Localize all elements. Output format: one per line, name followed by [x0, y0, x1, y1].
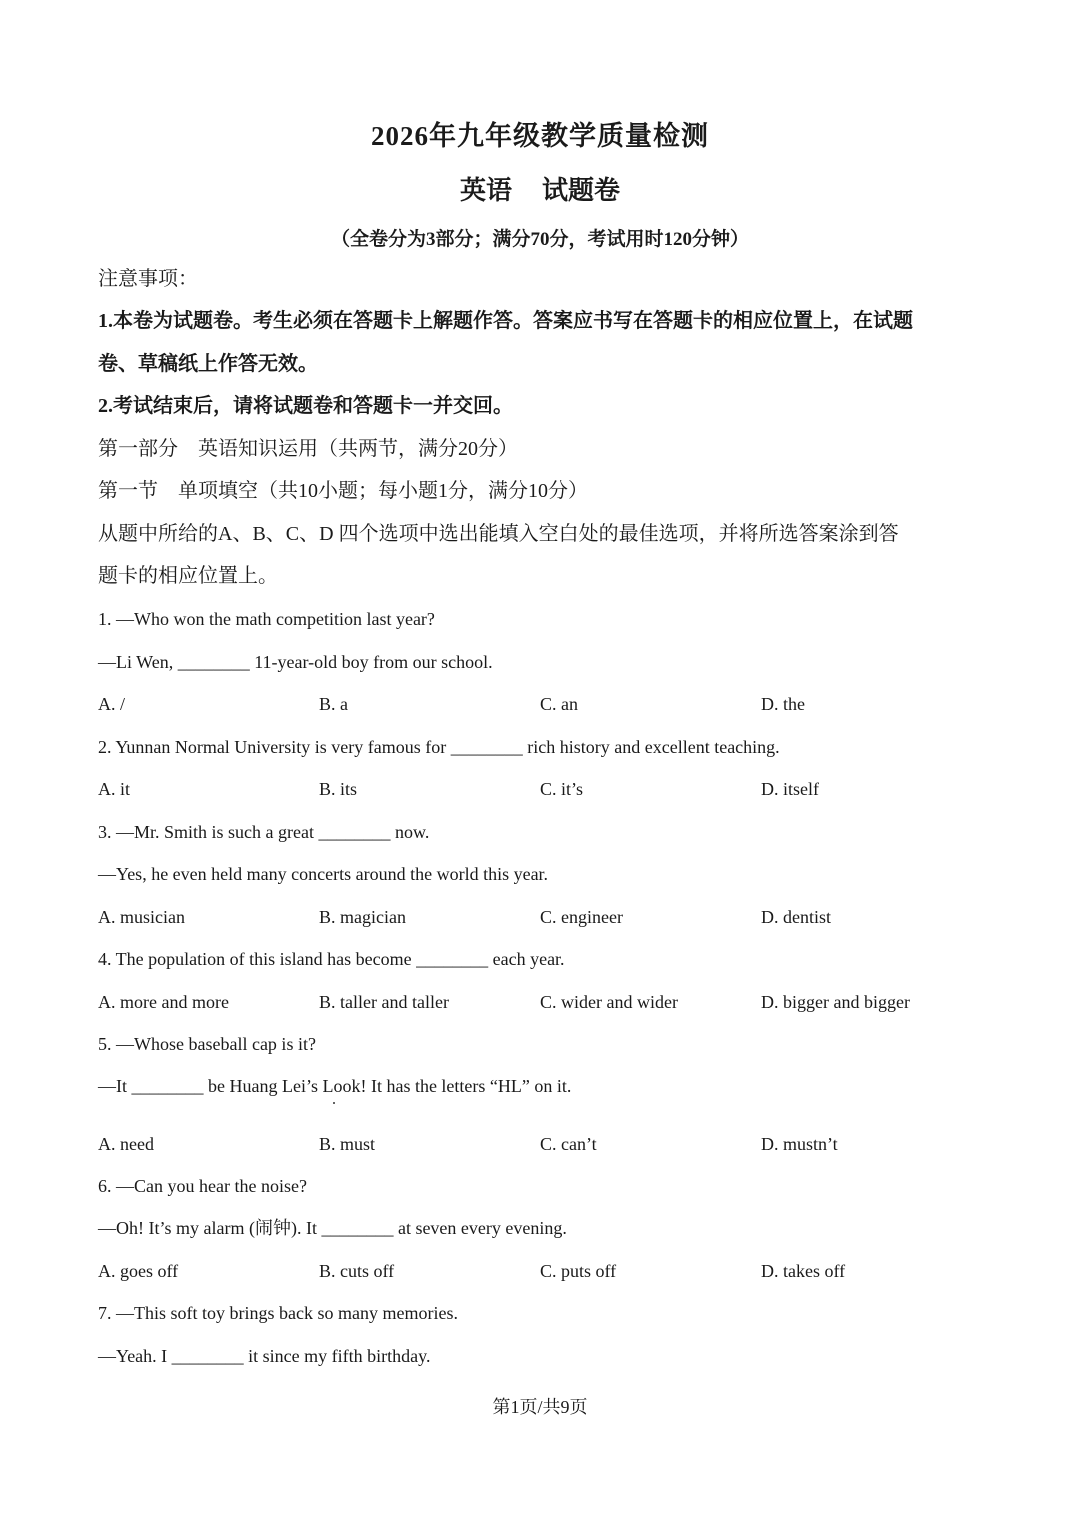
question-6-option-b: B. cuts off: [319, 1261, 395, 1281]
question-6-option-a: A. goes off: [98, 1261, 179, 1281]
exam-info: （全卷分为3部分；满分70分，考试用时120分钟）: [330, 229, 749, 250]
question-2-option-d: D. itself: [761, 779, 819, 799]
subsection-heading: 第一节 单项填空（共10小题；每小题1分，满分10分）: [98, 480, 588, 502]
question-4-option-d: D. bigger and bigger: [761, 992, 910, 1012]
question-6-stem: 6. —Can you hear the noise?: [98, 1176, 307, 1196]
question-4-option-a: A. more and more: [98, 992, 229, 1012]
part-heading: 第一部分 英语知识运用（共两节，满分20分）: [98, 438, 518, 460]
question-3-stem: 3. —Mr. Smith is such a great ________ now.: [98, 822, 430, 842]
question-4-option-b: B. taller and taller: [319, 992, 449, 1012]
question-5-option-b: B. must: [319, 1134, 376, 1154]
question-5-option-d: D. mustn’t: [761, 1134, 838, 1154]
question-1-option-a: A. /: [98, 694, 125, 714]
question-1-option-d: D. the: [761, 694, 805, 714]
question-5-option-a: A. need: [98, 1134, 154, 1154]
question-6-response: —Oh! It’s my alarm (闹钟). It ________ at seven every evening.: [98, 1218, 567, 1238]
question-1-option-c: C. an: [540, 694, 578, 714]
question-2-stem: 2. Yunnan Normal University is very famous for ________ rich history and excellent teaching.: [98, 737, 780, 757]
question-2-option-c: C. it’s: [540, 779, 584, 799]
question-7-stem: 7. —This soft toy brings back so many memories.: [98, 1303, 458, 1323]
question-4-option-c: C. wider and wider: [540, 992, 678, 1012]
question-1-stem: 1. —Who won the math competition last year?: [98, 609, 435, 629]
exam-title: 2026年九年级教学质量检测: [371, 121, 709, 151]
emphasis-dot: [333, 1102, 335, 1104]
question-6-option-c: C. puts off: [540, 1261, 617, 1281]
question-3-option-d: D. dentist: [761, 907, 831, 927]
question-3-option-b: B. magician: [319, 907, 406, 927]
question-3-option-c: C. engineer: [540, 907, 623, 927]
question-6-option-d: D. takes off: [761, 1261, 846, 1281]
question-7-response: —Yeah. I ________ it since my fifth birthday.: [98, 1346, 431, 1366]
question-3-response: —Yes, he even held many concerts around the world this year.: [98, 864, 549, 884]
question-4-stem: 4. The population of this island has become ________ each year.: [98, 949, 565, 969]
instruction-line-1: 从题中所给的A、B、C、D 四个选项中选出能填入空白处的最佳选项，并将所选答案涂到答: [98, 523, 899, 545]
question-5-response: —It ________ be Huang Lei’s Look! It has the letters “HL” on it.: [98, 1076, 572, 1096]
paper-type-label: 试题卷: [542, 176, 621, 205]
notes-heading: 注意事项：: [98, 268, 198, 290]
exam-subtitle: [0, 170, 1080, 207]
question-3-option-a: A. musician: [98, 907, 185, 927]
instruction-line-2: 题卡的相应位置上。: [98, 565, 278, 587]
note-1-line-2: 卷、草稿纸上作答无效。: [98, 353, 318, 375]
question-5-stem: 5. —Whose baseball cap is it?: [98, 1034, 316, 1054]
note-1-line-1: 1.本卷为试题卷。考生必须在答题卡上解题作答。答案应书写在答题卡的相应位置上，在试题: [98, 310, 913, 332]
page-indicator: 第1页/共9页: [492, 1397, 588, 1417]
question-5-option-c: C. can’t: [540, 1134, 597, 1154]
question-2-option-b: B. its: [319, 779, 358, 799]
question-1-response: —Li Wen, ________ 11-year-old boy from our school.: [98, 652, 493, 672]
subject-label: 英语: [459, 176, 512, 205]
note-2: 2.考试结束后，请将试题卷和答题卡一并交回。: [98, 395, 513, 417]
question-1-option-b: B. a: [319, 694, 348, 714]
question-2-option-a: A. it: [98, 779, 131, 799]
